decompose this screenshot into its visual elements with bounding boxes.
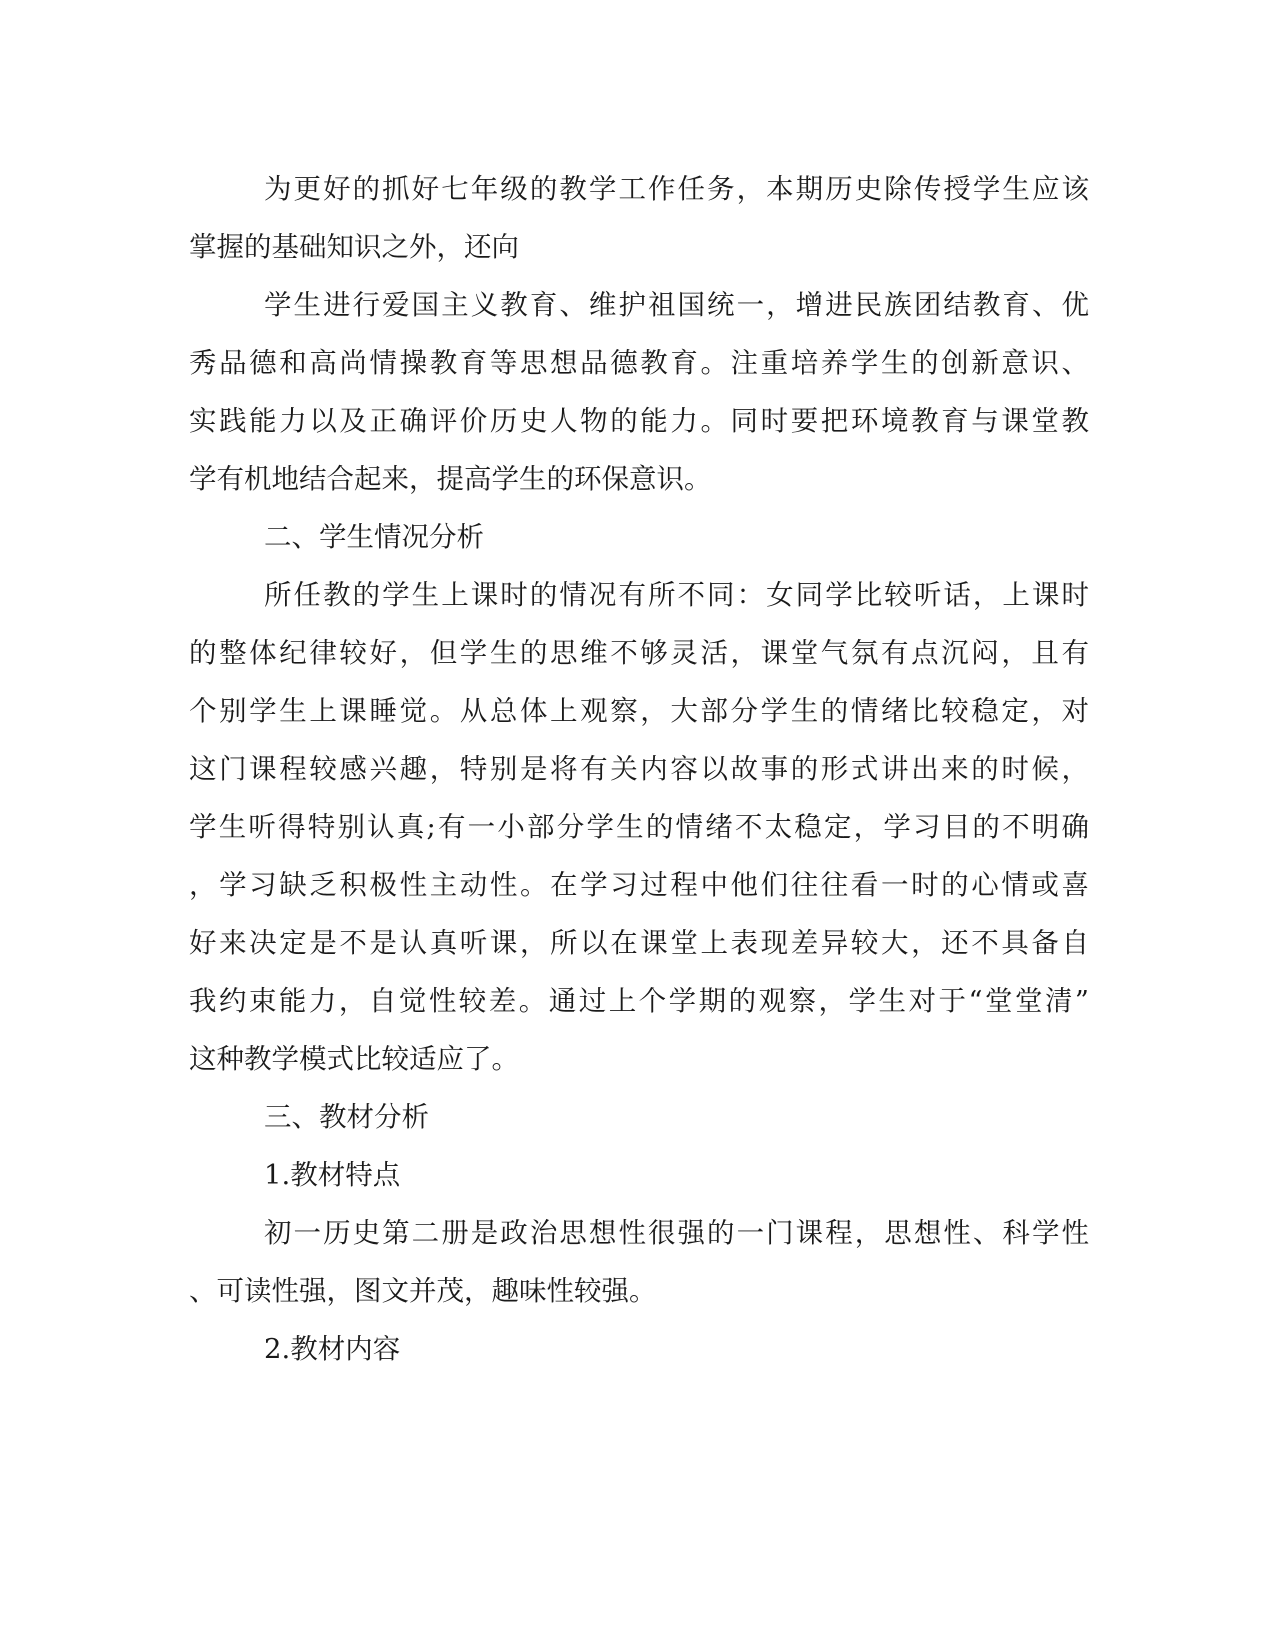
subsection-heading: 2.教材内容: [264, 1333, 401, 1365]
document-body: [189, 160, 1089, 1378]
text-line: 好来决定是不是认真听课，所以在课堂上表现差异较大，还不具备自: [189, 927, 1089, 959]
text-line: 这种教学模式比较适应了。: [189, 1043, 519, 1075]
section-heading: 三、教材分析: [264, 1101, 429, 1133]
text-line: 秀品德和高尚情操教育等思想品德教育。注重培养学生的创新意识、: [189, 347, 1089, 379]
text-line: 所任教的学生上课时的情况有所不同：女同学比较听话，上课时: [264, 579, 1089, 611]
text-line: 学生进行爱国主义教育、维护祖国统一，增进民族团结教育、优: [264, 289, 1089, 321]
text-line: 掌握的基础知识之外，还向: [189, 231, 519, 263]
text-line: 初一历史第二册是政治思想性很强的一门课程，思想性、科学性: [264, 1217, 1089, 1249]
text-line: 、可读性强，图文并茂，趣味性较强。: [189, 1275, 657, 1307]
text-line: 为更好的抓好七年级的教学工作任务，本期历史除传授学生应该: [264, 173, 1089, 205]
text-line: 实践能力以及正确评价历史人物的能力。同时要把环境教育与课堂教: [189, 405, 1089, 437]
text-line: 我约束能力，自觉性较差。通过上个学期的观察，学生对于“堂堂清”: [189, 985, 1089, 1017]
text-line: 的整体纪律较好，但学生的思维不够灵活，课堂气氛有点沉闷，且有: [189, 637, 1089, 669]
text-line: 学有机地结合起来，提高学生的环保意识。: [189, 463, 712, 495]
text-line: 个别学生上课睡觉。从总体上观察，大部分学生的情绪比较稳定，对: [189, 695, 1089, 727]
subsection-heading: 1.教材特点: [264, 1159, 401, 1191]
text-line: 这门课程较感兴趣，特别是将有关内容以故事的形式讲出来的时候，: [189, 753, 1089, 785]
text-line: 学生听得特别认真;有一小部分学生的情绪不太稳定，学习目的不明确: [189, 811, 1089, 843]
section-heading: 二、学生情况分析: [264, 521, 484, 553]
text-line: ，学习缺乏积极性主动性。在学习过程中他们往往看一时的心情或喜: [189, 869, 1089, 901]
